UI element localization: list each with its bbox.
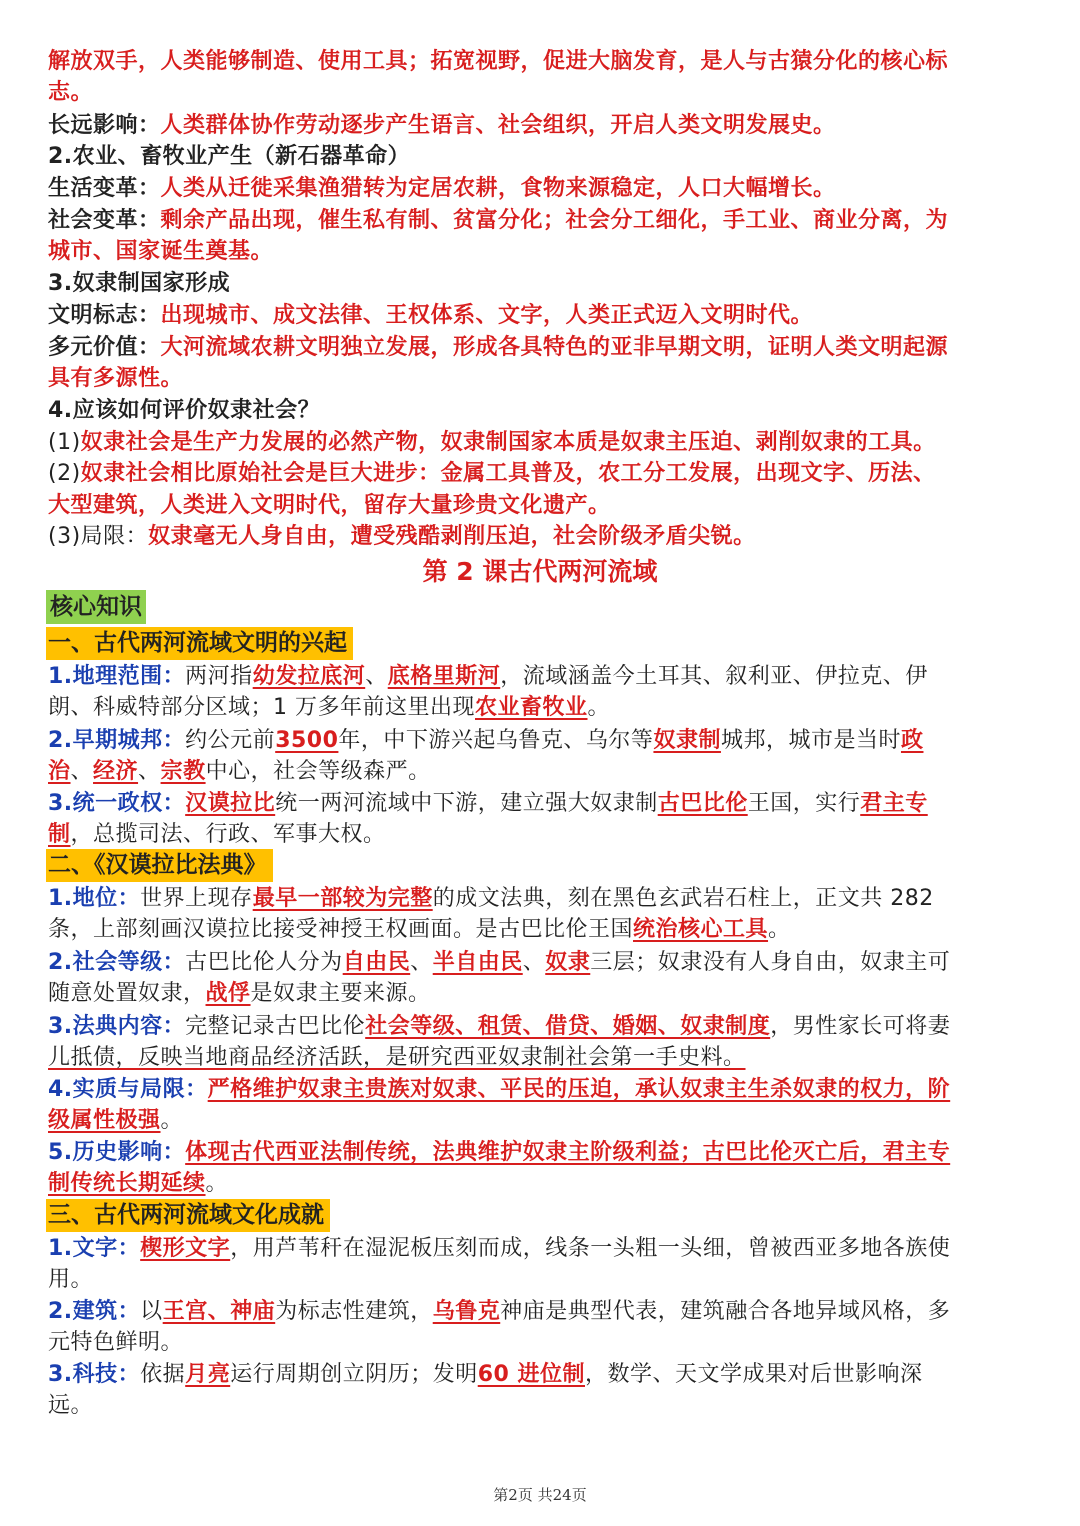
item-label: 2.建筑： — [48, 1299, 141, 1324]
item-label: 1.地位： — [48, 886, 141, 911]
keyword: 制 — [48, 822, 71, 847]
text: 统一两河流域中下游，建立强大奴隶制 — [275, 791, 658, 816]
text-line — [48, 300, 1038, 331]
keyword: 乌鲁克 — [432, 1299, 501, 1324]
text: 。 — [160, 1108, 184, 1133]
text: 两河指 — [185, 664, 253, 689]
text-line — [48, 1074, 1038, 1105]
keyword: 战俘 — [205, 981, 251, 1006]
text-line — [48, 883, 1038, 914]
section-title: 二、《汉谟拉比法典》 — [46, 849, 273, 882]
core-knowledge-tag: 核心知识 — [46, 590, 146, 624]
text: 。 — [205, 1171, 229, 1196]
line-text: 奴隶毫无人身自由，遭受残酷剥削压迫，社会阶级矛盾尖锐。 — [148, 524, 756, 549]
text: 依据 — [140, 1362, 186, 1387]
keyword: 汉谟拉比 — [185, 791, 276, 816]
text-line — [48, 947, 1038, 978]
text: 运行周期创立阴历；发明 — [230, 1362, 478, 1387]
line-label: 生活变革： — [48, 176, 161, 201]
line-text: 人类群体协作劳动逐步产生语言、社会组织，开启人类文明发展史。 — [160, 113, 836, 138]
line-label: 文明标志： — [48, 303, 161, 328]
text-line — [48, 1264, 1038, 1295]
line-text: 人类从迁徙采集渔猎转为定居农耕，食物来源稳定，人口大幅增长。 — [160, 176, 836, 201]
keyword: 统治核心工具 — [633, 917, 769, 942]
keyword: 幼发拉底河 — [252, 664, 366, 689]
keyword: 宗教 — [160, 759, 206, 784]
text-line — [48, 458, 1038, 489]
text: 城邦，城市是当时 — [720, 728, 901, 753]
section-title: 三、古代两河流域文化成就 — [46, 1199, 330, 1232]
text: 古巴比伦人分为 — [185, 950, 343, 975]
text: 条，上部刻画汉谟拉比接受神授王权画面。是古巴比伦王国 — [48, 917, 634, 942]
line-label: (1) — [48, 430, 81, 455]
keyword: 社会等级、租赁、借贷、婚姻、奴隶制度 — [365, 1014, 771, 1039]
text: 用。 — [48, 1267, 94, 1292]
text-line — [48, 110, 1038, 141]
text: 。 — [768, 917, 791, 942]
keyword: 经济 — [93, 759, 139, 784]
text-line — [48, 521, 1038, 552]
text: ，男性家长可将妻 — [770, 1014, 951, 1039]
text: 为标志性建筑， — [275, 1299, 433, 1324]
text: 远。 — [48, 1393, 94, 1418]
text-line — [48, 1359, 1038, 1390]
text: 以 — [140, 1299, 163, 1324]
text-line — [48, 1011, 1038, 1042]
text-line: 城市、国家诞生奠基。 — [48, 239, 274, 264]
keyword: 楔形文字 — [140, 1236, 231, 1261]
text: 完整记录古巴比伦 — [185, 1014, 366, 1039]
text: 约公元前 — [185, 728, 276, 753]
item-label: 1.文字： — [48, 1236, 141, 1261]
keyword: 半自由民 — [432, 950, 523, 975]
text: ，总揽司法、行政、军事大权。 — [70, 822, 386, 847]
keyword: 月亮 — [185, 1362, 231, 1387]
text: 随意处置奴隶， — [48, 981, 206, 1006]
line-label: 社会变革： — [48, 208, 161, 233]
line-text: 奴隶社会是生产力发展的必然产物，奴隶制国家本质是奴隶主压迫、剥削奴隶的工具。 — [80, 430, 936, 455]
page-footer: 第2页 共24页 — [493, 1486, 587, 1504]
text: 的成文法典，刻在黑色玄武岩石柱上，正文共 282 — [432, 886, 934, 911]
subheading: 4.应该如何评价奴隶社会？ — [48, 398, 321, 423]
subheading: 2.农业、畜牧业产生（新石器革命） — [48, 144, 411, 169]
text: 王国，实行 — [747, 791, 861, 816]
text: 朗、科威特部分区域；1 万多年前这里出现 — [48, 695, 475, 720]
text: ，流域涵盖今土耳其、叙利亚、伊拉克、伊 — [500, 664, 928, 689]
subheading: 3.奴隶制国家形成 — [48, 271, 231, 296]
text-line — [48, 1105, 1038, 1136]
text-line — [48, 332, 1038, 363]
text-line — [48, 173, 1038, 204]
text: 儿抵债，反映当地商品经济活跃，是研究西亚奴隶制社会第一手史料。 — [48, 1045, 746, 1070]
text: 三层；奴隶没有人身自由，奴隶主可 — [590, 950, 951, 975]
line-label: 长远影响： — [48, 113, 161, 138]
section-title: 一、古代两河流域文明的兴起 — [46, 627, 353, 660]
text: 、 — [365, 664, 388, 689]
keyword: 自由民 — [342, 950, 411, 975]
keyword: 君主专 — [860, 791, 928, 816]
text-line — [48, 1168, 1038, 1199]
keyword: 奴隶 — [545, 950, 591, 975]
text-line — [48, 661, 1038, 692]
item-label: 2.早期城邦： — [48, 728, 186, 753]
text: 、 — [522, 950, 546, 975]
keyword: 底格里斯河 — [387, 664, 501, 689]
text: 元特色鲜明。 — [48, 1330, 184, 1355]
text-line: 志。 — [48, 80, 94, 105]
text-line — [48, 788, 1038, 819]
text-line — [48, 427, 1038, 458]
text-line — [48, 1137, 1038, 1168]
text: 。 — [587, 695, 611, 720]
text-line: 大型建筑，人类进入文明时代，留存大量珍贵文化遗产。 — [48, 493, 611, 518]
lesson-title: 第 2 课古代两河流域 — [422, 557, 658, 586]
keyword: 农业畜牧业 — [475, 695, 588, 720]
text-line — [48, 1296, 1038, 1327]
text: 中心，社会等级森严。 — [205, 759, 431, 784]
keyword: 最早一部较为完整 — [252, 886, 433, 911]
keyword: 治 — [48, 759, 71, 784]
keyword: 严格维护奴隶主贵族对奴隶、平民的压迫，承认奴隶主生杀奴隶的权力，阶 — [207, 1077, 951, 1102]
text-line — [48, 914, 1038, 945]
keyword: 制传统长期延续 — [48, 1171, 206, 1196]
keyword: 体现古代西亚法制传统，法典维护奴隶主阶级利益；古巴比伦灭亡后，君主专 — [185, 1140, 951, 1165]
keyword: 60 进位制 — [477, 1362, 585, 1387]
text: 、 — [138, 759, 161, 784]
text: 神庙是典型代表，建筑融合各地异域风格，多 — [500, 1299, 951, 1324]
text-line — [48, 692, 1038, 723]
item-label: 1.地理范围： — [48, 664, 186, 689]
text-line — [48, 1042, 1038, 1073]
line-label: 多元价值： — [48, 335, 161, 360]
text: ，用芦苇秆在湿泥板压刻而成，线条一头粗一头细，曾被西亚多地各族使 — [230, 1236, 951, 1261]
text-line — [48, 725, 1038, 756]
keyword: 级属性极强 — [48, 1108, 161, 1133]
text: 年，中下游兴起乌鲁克、乌尔等 — [338, 728, 654, 753]
keyword: 3500 — [275, 728, 339, 753]
item-label: 3.科技： — [48, 1362, 141, 1387]
line-text: 出现城市、成文法律、王权体系、文字，人类正式迈入文明时代。 — [160, 303, 814, 328]
keyword: 古巴比伦 — [657, 791, 748, 816]
text: ，数学、天文学成果对后世影响深 — [585, 1362, 923, 1387]
item-label: 3.统一政权： — [48, 791, 186, 816]
text: 是奴隶主要来源。 — [250, 981, 431, 1006]
item-label: 2.社会等级： — [48, 950, 186, 975]
keyword: 奴隶制 — [653, 728, 721, 753]
line-text: 大河流域农耕文明独立发展，形成各具特色的亚非早期文明，证明人类文明起源 — [160, 335, 949, 360]
line-label: (3)局限： — [48, 524, 149, 549]
keyword: 王宫、神庙 — [162, 1299, 276, 1324]
text: 、 — [410, 950, 433, 975]
text: 世界上现存 — [140, 886, 253, 911]
line-text: 奴隶社会相比原始社会是巨大进步：金属工具普及，农工分工发展，出现文字、历法、 — [80, 461, 936, 486]
line-text: 剩余产品出现，催生私有制、贫富分化；社会分工细化，手工业、商业分离，为 — [160, 208, 949, 233]
text-line: 解放双手，人类能够制造、使用工具；拓宽视野，促进大脑发育，是人与古猿分化的核心标 — [48, 49, 949, 74]
item-label: 4.实质与局限： — [48, 1077, 208, 1102]
text-line — [48, 205, 1038, 236]
keyword: 政 — [900, 728, 924, 753]
text-line — [48, 819, 1038, 850]
text-line: 具有多源性。 — [48, 366, 184, 391]
text-line — [48, 978, 1038, 1009]
text-line — [48, 1327, 1038, 1358]
text-line — [48, 1390, 1038, 1421]
item-label: 5.历史影响： — [48, 1140, 186, 1165]
item-label: 3.法典内容： — [48, 1014, 186, 1039]
text-line — [48, 1233, 1038, 1264]
line-label: (2) — [48, 461, 81, 486]
text: 、 — [70, 759, 94, 784]
text-line — [48, 756, 1038, 787]
